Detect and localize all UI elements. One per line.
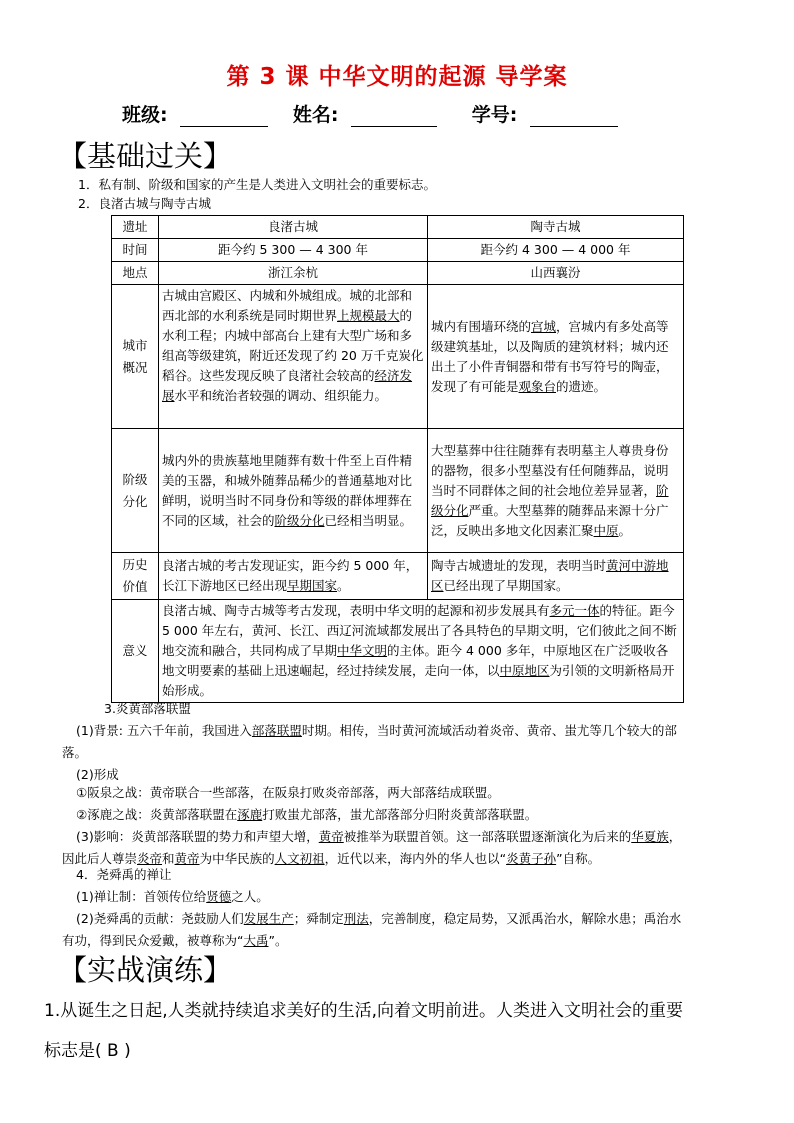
text: 打败蚩尤部落，蚩尤部落部分归附炎黄部落联盟。 — [262, 807, 538, 822]
text: (3)影响：炎黄部落联盟的势力和声望大增， — [76, 829, 319, 844]
text: ；舜制定 — [293, 911, 344, 926]
class-field[interactable] — [180, 106, 268, 127]
text: ”。 — [268, 933, 288, 948]
cell-key-term: 黄河中游地区 — [431, 558, 669, 593]
cell-text: 。 — [618, 522, 632, 538]
cell-text: 已经相当明显。 — [324, 512, 413, 528]
item-1: 1．私有制、阶级和国家的产生是人类进入文明社会的重要标志。 — [78, 177, 436, 192]
text-line — [62, 722, 762, 740]
row-label-line: 分化 — [122, 493, 148, 509]
table-row-label: 地点 — [112, 262, 159, 285]
cell-text: 良渚古城的考古发现证实，距今约 5 000 年，长江下游地区已经出现 — [162, 558, 419, 593]
cell-key-term: 多元一体 — [549, 603, 600, 618]
table-cell: 山西襄汾 — [428, 262, 684, 285]
contributions-paragraph — [62, 910, 762, 950]
formation-item-2 — [76, 806, 537, 824]
cell-key-term: 宫城 — [531, 318, 557, 334]
table-cell — [428, 285, 684, 429]
text: 时期。相传，当时黄河流域活动着炎帝、黄帝、蚩尤等几个较大的部 — [301, 723, 677, 738]
abdication-system — [76, 888, 269, 906]
question-text-line: 标志是( B ) — [44, 1041, 131, 1061]
text: (1)禅让制：首领传位给 — [76, 889, 207, 904]
cell-text: 的主体。距今 4 000 多年，中原地区在广泛吸收各地文明要素的基础上迅速崛起，经过持续发展，走向一体，以 — [162, 643, 669, 678]
table-cell: 距今约 4 300 — 4 000 年 — [428, 239, 684, 262]
table-row — [112, 216, 684, 239]
text-line: 落。 — [62, 745, 88, 760]
text: 被推举为联盟首领。这一部落联盟逐渐演化为后来的 — [343, 829, 632, 844]
cell-key-term: 中原地区 — [499, 663, 550, 678]
cell-text: 水平和统治者较强的调动、组织能力。 — [174, 388, 388, 403]
cell-text: 的遗迹。 — [556, 378, 607, 394]
background-paragraph — [62, 722, 762, 762]
student-info-row — [122, 100, 618, 127]
table-cell: 浙江余杭 — [159, 262, 428, 285]
table-header-cell: 良渚古城 — [159, 216, 428, 239]
table-cell: 距今约 5 300 — 4 300 年 — [159, 239, 428, 262]
key-term: 炎帝 — [137, 851, 163, 866]
table-row-label: 意义 — [112, 600, 159, 703]
text: (2)尧舜禹的贡献：尧鼓励人们 — [76, 911, 244, 926]
cell-key-term: 中原 — [593, 522, 619, 538]
item-3: 3.炎黄部落联盟 — [104, 701, 191, 716]
formation-heading: (2)形成 — [76, 767, 119, 782]
cell-text: 大型墓葬中往往随葬有表明墓主人尊贵身份的器物，很多小型墓没有任何随葬品，说明当时不同群体之间的社会地位差异显著， — [431, 442, 669, 498]
text: (1)背景: 五六千年前，我国进入 — [76, 723, 252, 738]
text: 之人。 — [231, 889, 269, 904]
item-4: 4．尧舜禹的禅让 — [76, 867, 172, 882]
cell-key-term: 早期国家 — [287, 578, 338, 593]
key-term: 涿鹿 — [237, 807, 263, 822]
table-cell — [159, 285, 428, 429]
section-heading-basics: 【基础过关】 — [58, 139, 233, 173]
key-term: 炎黄子孙 — [506, 851, 557, 866]
formation-item-1: ①阪泉之战：黄帝联合一些部落，在阪泉打败炎帝部落，两大部落结成联盟。 — [76, 785, 500, 800]
section-heading-practice: 【实战演练】 — [58, 953, 233, 987]
table-row-label — [112, 285, 159, 429]
key-term: 刑法 — [343, 911, 369, 926]
cell-text: ，宫城内有多处高等级建筑基址，以及陶质的建筑材料；城内还出土了小件青铜器和带有书写符号的陶壶，发现了有可能是 — [431, 318, 669, 394]
table-cell — [159, 600, 684, 703]
key-term: 贤德 — [206, 889, 232, 904]
table-cell — [159, 553, 428, 600]
student-id-label: 学号: — [471, 104, 518, 126]
site-comparison-table — [111, 215, 684, 703]
cell-text: 城内外的贵族墓地里随葬有数十件至上百件精美的玉器，和城外随葬品稀少的普通墓地对比鲜明，说明当时不同身份和等级的群体埋葬在不同的区域，社会的 — [162, 452, 413, 528]
key-term: 华夏族 — [631, 829, 669, 844]
text: 和 — [162, 851, 175, 866]
cell-text: 陶寺古城遗址的发现，表明当时 — [431, 558, 607, 573]
table-row — [112, 429, 684, 553]
table-header-cell: 陶寺古城 — [428, 216, 684, 239]
question-text-line: 1.从诞生之日起,人类就持续追求美好的生活,向着文明前进。人类进入文明社会的重要 — [44, 1001, 684, 1021]
text: ， — [668, 829, 682, 844]
name-label: 姓名: — [292, 104, 339, 126]
row-label-line: 历史 — [122, 557, 148, 572]
cell-text: 为引领的文明新格局开始形成。 — [162, 663, 675, 698]
cell-key-term: 上规模最大 — [337, 308, 400, 323]
key-term: 大禹 — [243, 933, 269, 948]
text: ，近代以来，海内外的华人也以“ — [324, 851, 507, 866]
question-1 — [44, 996, 764, 1066]
cell-text: 严重。大型墓葬的随葬品来源十分广泛，反映出多地文化因素汇聚 — [431, 502, 669, 538]
page-title: 第 3 课 中华文明的起源 导学案 — [226, 64, 568, 90]
cell-key-term: 观象台 — [518, 378, 557, 394]
influence-paragraph — [62, 828, 762, 868]
key-term: 黄帝 — [318, 829, 344, 844]
table-header-cell: 遗址 — [112, 216, 159, 239]
cell-text: 。 — [337, 578, 350, 593]
table-cell — [428, 553, 684, 600]
row-label-line: 概况 — [122, 359, 148, 375]
cell-key-term: 阶级分化 — [274, 512, 325, 528]
key-term: 人文初祖 — [274, 851, 325, 866]
cell-key-term: 中华文明 — [337, 643, 388, 658]
cell-key-term: 阶级分化 — [431, 482, 669, 518]
cell-key-term: 经济发展 — [162, 368, 413, 403]
table-cell — [428, 429, 684, 553]
cell-text: 的水利工程；内城中部高台上建有大型广场和多组高等级建筑，附近还发现了约 20 万千克炭化稻谷。这些发现反映了良渚社会较高的 — [162, 308, 424, 383]
key-term: 部落联盟 — [251, 723, 302, 738]
text: ”自称。 — [556, 851, 601, 866]
table-row-label — [112, 553, 159, 600]
table-row — [112, 262, 684, 285]
text: 为中华民族的 — [199, 851, 275, 866]
student-id-field[interactable] — [530, 106, 618, 127]
text: ，完善制度，稳定局势，又派禹治水，解除水患；禹治水 — [368, 911, 682, 926]
text-line — [62, 910, 762, 928]
cell-text: 古城由宫殿区、内城和外城组成。城的北部和西北部的水利系统是同时期世界 — [162, 288, 413, 323]
name-field[interactable] — [351, 106, 437, 127]
table-row-label — [112, 429, 159, 553]
row-label-line: 价值 — [122, 579, 148, 594]
table-row-label: 时间 — [112, 239, 159, 262]
table-cell — [159, 429, 428, 553]
table-row — [112, 285, 684, 429]
cell-text: 良渚古城、陶寺古城等考古发现，表明中华文明的起源和初步发展具有 — [162, 603, 550, 618]
cell-text: 已经出现了早期国家。 — [443, 578, 569, 593]
text: 有功，得到民众爱戴，被尊称为“ — [62, 933, 244, 948]
table-row — [112, 600, 684, 703]
table-row — [112, 239, 684, 262]
text: ②涿鹿之战：炎黄部落联盟在 — [76, 807, 238, 822]
item-2: 2．良渚古城与陶寺古城 — [78, 196, 211, 211]
key-term: 黄帝 — [174, 851, 200, 866]
key-term: 发展生产 — [243, 911, 294, 926]
class-label: 班级: — [122, 104, 168, 126]
cell-text: 的特征。距今 5 000 年左右，黄河、长江、西辽河流域都发展出了各具特色的早期文明，它们彼此之间不断地交流和融合，共同构成了早期 — [162, 603, 677, 658]
table-row — [112, 553, 684, 600]
text-line — [62, 828, 762, 846]
row-label-line: 阶级 — [122, 471, 148, 487]
text: 因此后人尊崇 — [62, 851, 138, 866]
cell-text: 城内有围墙环绕的 — [431, 318, 532, 334]
row-label-line: 城市 — [122, 337, 148, 353]
